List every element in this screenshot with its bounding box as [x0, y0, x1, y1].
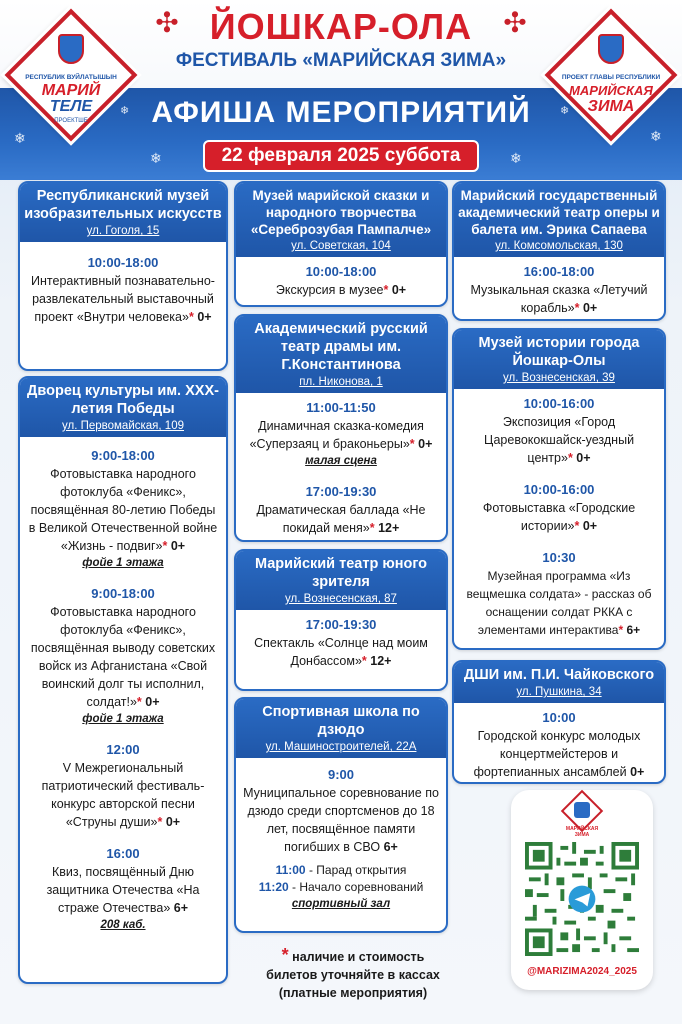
- venue-address: пл. Никонова, 1: [299, 376, 383, 388]
- venue-title: Марийский театр юного зрителя: [254, 556, 428, 590]
- venue-address: ул. Вознесенская, 39: [503, 372, 615, 384]
- snowflake-icon: ❄: [14, 130, 26, 146]
- event-item: 16:00-18:00 Музыкальная сказка «Летучий корабль»* 0+: [470, 264, 648, 315]
- event-item: 10:00-16:00 Фотовыставка «Городские истории»* 0+: [482, 482, 636, 533]
- venue-address: ул. Первомайская, 109: [62, 420, 184, 432]
- social-handle[interactable]: @MARIZIMA2024_2025: [527, 966, 637, 977]
- city-title: ЙОШКАР-ОЛА: [209, 6, 473, 47]
- event-item: 10:00-18:00 Экскурсия в музее* 0+: [275, 264, 407, 297]
- snowflake-icon: ❄: [560, 105, 570, 117]
- venue-address: ул. Вознесенская, 87: [285, 593, 397, 605]
- event-item: 11:00-11:50 Динамичная сказка-комедия «Суперзаяц и браконьеры»* 0+ малая сцена: [249, 400, 433, 467]
- venue-address: ул. Комсомольская, 130: [495, 240, 623, 252]
- venue-title: Музей истории города Йошкар-Олы: [478, 335, 640, 369]
- venue-title: Марийский государственный академический театр оперы и балета им. Эрика Сапаева: [458, 188, 660, 237]
- venue-card-fairy-museum: [234, 181, 448, 307]
- event-item: 16:00 Квиз, посвящённый Дню защитника Отечества «На страже Отечества» 6+ 208 каб.: [46, 846, 200, 931]
- venue-address: ул. Пушкина, 34: [516, 686, 602, 698]
- afisha-title: АФИША МЕРОПРИЯТИЙ: [151, 96, 531, 129]
- venue-title: Академический русский театр драмы им. Г.Константинова: [254, 321, 428, 373]
- event-item: 17:00-19:30 Спектакль «Солнце над моим Донбассом»* 12+: [254, 617, 428, 668]
- event-item: 9:00 Муниципальное соревнование по дзюдо среди спортсменов до 18 лет, посвящённое памяти погибших в СВО 6+: [243, 767, 439, 854]
- venue-card-opera: [452, 181, 666, 321]
- snowflake-icon: ❄: [120, 105, 130, 117]
- venue-card-museum-art: [18, 181, 228, 371]
- schedule-line: 11:20 - Начало соревнований: [258, 880, 424, 894]
- venue-card-drama: [234, 314, 448, 542]
- qr-card: МАРИЙСКАЯ ЗИМА @MARIZIMA2024_2025: [511, 790, 653, 990]
- event-item: 9:00-18:00 Фотовыставка народного фотоклуба «Феникс», посвящённая выводу советских войск из Афганистана «Свой воинский долг ты исполнил, солдат!»* 0+ фойе 1 этажа: [30, 586, 216, 725]
- event-item: 10:00-18:00 Интерактивный познавательно-развлекательный выставочный проект «Внутри человека»* 0+: [31, 255, 215, 324]
- venue-address: ул. Гоголя, 15: [86, 225, 160, 237]
- festival-title: ФЕСТИВАЛЬ «МАРИЙСКАЯ ЗИМА»: [175, 50, 507, 71]
- snowflake-icon: ❄: [150, 150, 162, 166]
- venue-title: Спортивная школа по дзюдо: [262, 704, 420, 738]
- event-item: 10:00-16:00 Экспозиция «Город Царевококшайск-уездный центр»* 0+: [483, 396, 635, 465]
- venue-card-palace: [18, 376, 228, 984]
- venue-title: Музей марийской сказки и народного творчества «Сереброзубая Пампалче»: [250, 188, 432, 237]
- venue-title: Дворец культуры им. XXX-летия Победы: [27, 383, 219, 417]
- venue-card-judo: Спортивная школа по дзюдо ул. Машиностроителей, 22А 9:00 Муниципальное соревнование по дзюдо среди спортсменов до 18 лет, посвящённое памяти погибших в СВО 6+ 11:00 - Парад открытия 11:20 - Начало соревнований спортивный зал: [234, 697, 448, 933]
- schedule-line: 11:00 - Парад открытия: [275, 863, 407, 877]
- logo-mariyskaya-zima: ПРОЕКТ ГЛАВЫ РЕСПУБЛИКИ МАРИЙСКАЯ ЗИМА: [546, 10, 676, 140]
- qr-code-icon[interactable]: [525, 842, 639, 956]
- venue-address: ул. Советская, 104: [291, 240, 391, 252]
- logo-mariy-tele: РЕСПУБЛИК ВУЙЛАТЫШЫН МАРИЙ ТЕЛЕ ПРОЕКТШЕ: [6, 10, 136, 140]
- ornament-left-icon: ✣: [155, 7, 179, 38]
- snowflake-icon: ❄: [510, 150, 522, 166]
- venue-card-music-school: [452, 660, 666, 784]
- crest-icon: [58, 34, 84, 64]
- event-item: 10:00 Городской конкурс молодых концертмейстеров и фортепианных ансамблей 0+: [473, 710, 645, 779]
- venue-card-youth-theatre: [234, 549, 448, 691]
- venue-card-city-museum: [452, 328, 666, 650]
- venue-address: ул. Машиностроителей, 22А: [265, 741, 417, 753]
- snowflake-icon: ❄: [650, 128, 662, 144]
- event-item: 17:00-19:30 Драматическая баллада «Не покидай меня»* 12+: [256, 484, 426, 535]
- ticket-note: * наличие и стоимость билетов уточняйте в кассах (платные мероприятия): [266, 945, 440, 1000]
- date-badge: 22 февраля 2025 суббота: [203, 140, 479, 172]
- event-item: 9:00-18:00 Фотовыставка народного фотоклуба «Феникс», посвящённая 80-летию Победы в Великой Отечественной войне «Жизнь - подвиг»* 0+ фойе 1 этажа: [28, 448, 218, 569]
- event-item: 10:30 Музейная программа «Из вещмешка солдата» - рассказ об оснащении солдат РККА с элементами интерактива* 6+: [466, 550, 652, 637]
- venue-title: ДШИ им. П.И. Чайковского: [463, 667, 655, 683]
- venue-title: Республиканский музей изобразительных искусств: [24, 188, 222, 222]
- crest-icon: [598, 34, 624, 64]
- ornament-right-icon: ✣: [503, 7, 527, 38]
- event-item: 12:00 V Межрегиональный патриотический фестиваль-конкурс авторской песни «Струны души»* 0+: [41, 742, 205, 829]
